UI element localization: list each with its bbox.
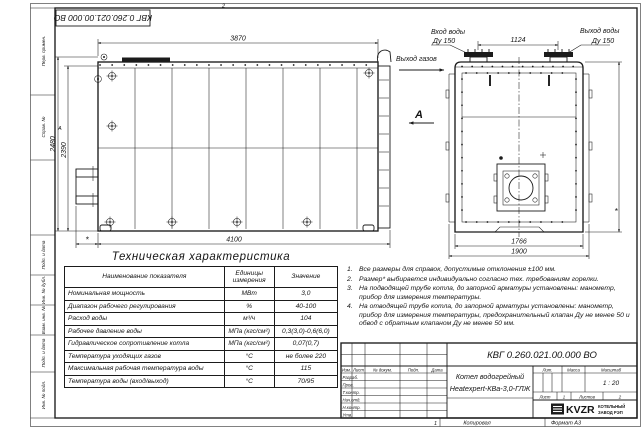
spec-row bbox=[65, 338, 338, 351]
spec-row bbox=[65, 313, 338, 326]
note-text: Размер* выбирается индивидуально согласно тех. требованиям горелки. bbox=[359, 275, 599, 283]
tb-rev-header: Изм. bbox=[341, 367, 352, 373]
dim-4100: 4100 bbox=[226, 236, 242, 244]
margin-label: Перв. примен. bbox=[41, 35, 46, 67]
spec-cell: Температура уходящих газов bbox=[65, 350, 225, 363]
dim-1124: 1124 bbox=[510, 37, 526, 44]
panel-joints bbox=[98, 68, 378, 229]
spec-cell: Гидравлическое сопротивление котла bbox=[65, 338, 225, 351]
note-number: 1. bbox=[347, 266, 353, 273]
spec-header-units: Единицы измерения bbox=[224, 267, 274, 288]
notes-section bbox=[347, 266, 635, 330]
bottom-notch bbox=[495, 227, 544, 232]
lifting-point bbox=[107, 71, 118, 82]
kvzr-logo-text: KVZR bbox=[566, 404, 595, 416]
dim-1766: 1766 bbox=[511, 238, 527, 246]
spec-header-row bbox=[65, 267, 338, 288]
spec-cell: 3,0 bbox=[274, 288, 337, 301]
spec-cell: °С bbox=[224, 363, 274, 376]
footer-copied: Копировал bbox=[463, 420, 491, 427]
water-inlet-dn: Ду 150 bbox=[433, 38, 456, 45]
note-item bbox=[347, 276, 635, 285]
support-foot bbox=[363, 225, 374, 231]
spec-cell: Расход воды bbox=[65, 313, 225, 326]
spec-cell: Номинальная мощность bbox=[65, 288, 225, 301]
title-block bbox=[341, 343, 637, 418]
spec-title: Техническая характеристика bbox=[111, 251, 291, 263]
support-foot bbox=[100, 225, 111, 231]
spec-cell: % bbox=[224, 300, 274, 313]
dim-3870: 3870 bbox=[230, 35, 246, 43]
spec-cell: не более 220 bbox=[274, 350, 337, 363]
note-item bbox=[347, 285, 635, 302]
margin-label: Справ. № bbox=[41, 116, 46, 138]
dim-star-side: * bbox=[85, 234, 89, 245]
spec-cell: Температура воды (вход/выход) bbox=[65, 375, 225, 388]
drain-point bbox=[499, 156, 503, 160]
spec-cell: Максимальная рабочая температура воды bbox=[65, 363, 225, 376]
lifting-point bbox=[232, 217, 243, 228]
spec-row bbox=[65, 363, 338, 376]
margin-label: Инв. № подл. bbox=[41, 380, 46, 410]
tb-sheets-label: Листов bbox=[579, 394, 595, 400]
water-inlet-label: Вход воды bbox=[431, 29, 465, 36]
spec-cell: 70/95 bbox=[274, 375, 337, 388]
dim-2390: 2390 bbox=[61, 142, 68, 158]
lifting-point bbox=[302, 217, 313, 228]
tb-lit-label: Лит. bbox=[542, 367, 553, 373]
note-text: Все размеры для справок, допустимые отклонения ±100 мм. bbox=[359, 266, 557, 273]
tb-signer: Н.контр. bbox=[342, 404, 361, 410]
margin-label: Подп. и дата bbox=[41, 240, 46, 270]
dim-1900: 1900 bbox=[511, 248, 527, 256]
lifting-point bbox=[364, 68, 375, 79]
burner-piping bbox=[76, 166, 98, 207]
margin-label: Подп. и дата bbox=[41, 338, 46, 368]
tb-signer: Нач.отд. bbox=[342, 397, 361, 403]
tb-scale-label: Масштаб bbox=[600, 367, 622, 373]
water-inlet-pipe bbox=[464, 49, 493, 62]
burner-mount bbox=[494, 164, 548, 211]
front-view bbox=[446, 49, 592, 237]
margin-label: Взам. инв. № bbox=[41, 305, 46, 335]
tb-designation: КВГ 0.260.021.00.000 ВО bbox=[487, 350, 597, 361]
tb-signer: Разраб. bbox=[342, 374, 359, 380]
rear-gas-channel bbox=[377, 50, 391, 228]
spec-row bbox=[65, 325, 338, 338]
burner-opening bbox=[509, 176, 533, 200]
tb-mass-label: Масса bbox=[567, 367, 580, 373]
tb-sheets-value: 2 bbox=[618, 394, 622, 400]
spec-cell: 0,07(0,7) bbox=[274, 338, 337, 351]
cross-mark bbox=[540, 152, 546, 158]
margin-label: Инв. № дубл. bbox=[41, 275, 46, 305]
margin-column bbox=[31, 8, 56, 418]
tb-signer: Утв. bbox=[342, 412, 353, 418]
zone-marker-top: 2 bbox=[222, 3, 226, 10]
doc-number-rotated: КВГ 0.260.021.00.000 ВО bbox=[53, 13, 153, 23]
spec-cell: 104 bbox=[274, 313, 337, 326]
company-line-1: КОТЕЛЬНЫЙ bbox=[598, 404, 626, 409]
tb-rev-header: № докум. bbox=[373, 367, 392, 373]
spec-header-value: Значение bbox=[274, 267, 337, 288]
zone-marker-left: А bbox=[58, 126, 62, 132]
spec-cell: Рабочее давление воды bbox=[65, 325, 225, 338]
front-view-dimensions bbox=[449, 37, 622, 259]
tb-signer: Т.контр. bbox=[342, 389, 360, 395]
kvzr-logo bbox=[551, 404, 625, 417]
spec-row bbox=[65, 350, 338, 363]
spec-table bbox=[64, 266, 338, 388]
gas-outlet-label: Выход газов bbox=[396, 56, 437, 63]
zone-marker-bottom: 1 bbox=[434, 421, 438, 427]
spec-cell: 115 bbox=[274, 363, 337, 376]
spec-header-name: Наименование показателя bbox=[65, 267, 225, 288]
view-a-letter: А bbox=[415, 109, 423, 121]
lifting-point bbox=[105, 217, 116, 228]
note-item bbox=[347, 303, 635, 329]
note-number: 2. bbox=[347, 275, 353, 283]
spec-cell: 40-100 bbox=[274, 300, 337, 313]
company-line-2: ЗАВОД РЭП bbox=[598, 410, 623, 415]
spec-row bbox=[65, 288, 338, 301]
tb-product-name-1: Котел водогрейный bbox=[455, 372, 525, 381]
tb-sheet-label: Лист bbox=[539, 394, 551, 400]
boiler-body bbox=[98, 62, 378, 231]
note-number: 4. bbox=[347, 303, 353, 311]
spec-cell: МВт bbox=[224, 288, 274, 301]
spec-cell: °С bbox=[224, 375, 274, 388]
tb-scale-value: 1 : 20 bbox=[602, 380, 620, 387]
lifting-point bbox=[167, 217, 178, 228]
dim-2480: 2480 bbox=[50, 136, 57, 152]
tb-sheet-value: 1 bbox=[562, 394, 566, 400]
tb-rev-header: Подп. bbox=[407, 367, 420, 373]
note-text: На подводящей трубе котла, до запорной арматуры установлены: манометр, прибор для измерения температуры. bbox=[359, 285, 616, 301]
footer-format: Формат А3 bbox=[550, 420, 582, 427]
water-outlet-dn: Ду 150 bbox=[592, 38, 615, 45]
note-item bbox=[347, 266, 635, 275]
note-number: 3. bbox=[347, 285, 353, 293]
water-outlet-label: Выход воды bbox=[580, 28, 620, 35]
spec-cell: МПа (кгс/см²) bbox=[224, 338, 274, 351]
spec-cell: Диапазон рабочего регулирования bbox=[65, 300, 225, 313]
side-view bbox=[76, 50, 391, 231]
doc-number-box bbox=[53, 10, 152, 26]
spec-row bbox=[65, 300, 338, 313]
side-view-dimensions bbox=[50, 36, 390, 249]
tb-signer: Пров. bbox=[342, 382, 354, 388]
tb-rev-header: Дата bbox=[431, 367, 443, 373]
spec-section bbox=[64, 251, 338, 388]
spec-row bbox=[65, 375, 338, 388]
top-weld-strip bbox=[122, 58, 170, 62]
dim-star-front: * bbox=[614, 206, 618, 216]
lifting-point bbox=[107, 121, 118, 132]
tb-product-name-2: Heatexpert-КВа-3,0-ГЛЖ bbox=[449, 384, 531, 393]
tb-rev-header: Лист bbox=[352, 367, 365, 373]
spec-cell: °С bbox=[224, 350, 274, 363]
spec-cell: МПа (кгс/см²) bbox=[224, 325, 274, 338]
note-text: На отводящей трубе котла, до запорной арматуры установлены: манометр, прибор для измерения температуры, предохранительный клапан Ду не менее 50 и обвод с обратным клапаном Ду не менее 50 мм. bbox=[359, 303, 630, 328]
water-outlet-pipe bbox=[544, 49, 573, 62]
flow-labels bbox=[396, 27, 620, 123]
spec-cell: 0,3(3,0)-0,6(6,0) bbox=[274, 325, 337, 338]
spec-cell: м³/ч bbox=[224, 313, 274, 326]
gas-outlet-spigot bbox=[377, 50, 391, 62]
